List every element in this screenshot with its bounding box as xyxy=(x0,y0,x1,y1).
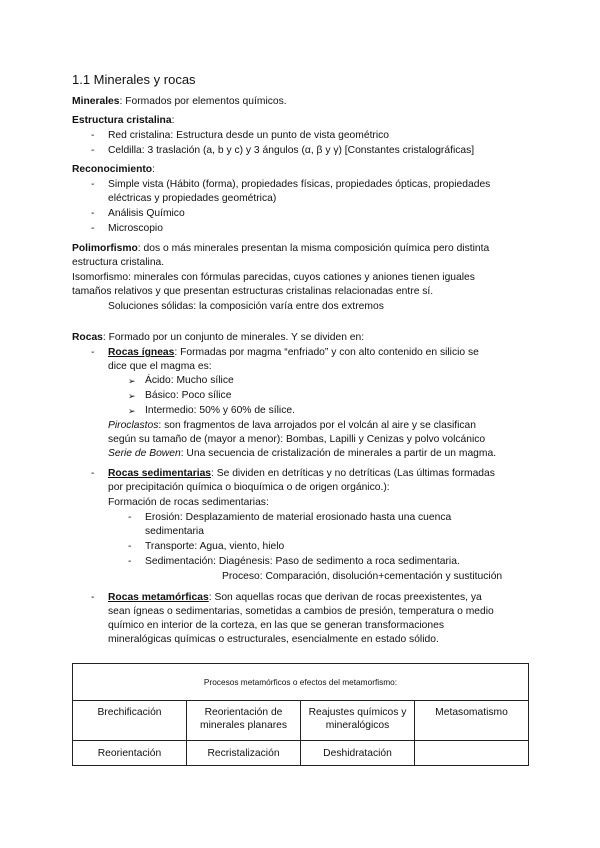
soluciones-line: Soluciones sólidas: la composición varía entre dos extremos xyxy=(108,301,384,312)
proceso-line: Proceso: Comparación, disolución+cementación y sustitución xyxy=(222,571,503,582)
magma-type: Básico: Poco sílice xyxy=(145,390,232,401)
minerales-line xyxy=(72,95,287,109)
bullet-dash: - xyxy=(128,541,132,552)
section-heading: 1.1 Minerales y rocas xyxy=(72,72,196,87)
piroclastos-line: Piroclastos: son fragmentos de lava arrojados por el volcán al aire y se clasifican xyxy=(108,420,477,431)
table-cell: Recristalización xyxy=(187,741,301,766)
rocas-term: Rocas xyxy=(72,332,103,343)
rocas-line: Rocas: Formado por un conjunto de minerales. Y se dividen en: xyxy=(72,332,365,343)
estructura-term: Estructura cristalina xyxy=(72,115,172,126)
piroclastos-term: Piroclastos xyxy=(108,420,159,431)
metamorficas-line: Rocas metamórficas: Son aquellas rocas que derivan de rocas preexistentes, ya xyxy=(108,592,482,603)
bullet-dash: - xyxy=(91,468,95,479)
sedimentarias-line: Rocas sedimentarias: Se dividen en detríticas y no detríticas (Las últimas formadas xyxy=(108,468,495,479)
erosion-line-cont: sedimentaria xyxy=(145,526,204,537)
table-cell: Reorientación de minerales planares xyxy=(187,701,301,741)
formacion-line: Formación de rocas sedimentarias: xyxy=(108,497,269,508)
igneas-line: Rocas ígneas: Formadas por magma “enfriado” y con alto contenido en silicio se xyxy=(108,347,479,358)
bullet-dash: - xyxy=(91,223,95,234)
estructura-item: Celdilla: 3 traslación (a, b y c) y 3 ángulos (α, β y γ) [Constantes cristalográficas] xyxy=(108,145,475,156)
igneas-term: Rocas ígneas xyxy=(108,347,175,358)
bullet-dash: - xyxy=(91,592,95,603)
table-row xyxy=(73,701,529,741)
sedimentarias-term: Rocas sedimentarias xyxy=(108,468,212,479)
bullet-dash: - xyxy=(91,208,95,219)
metamorphism-table xyxy=(72,663,529,766)
polimorfismo-term: Polimorfismo xyxy=(72,243,138,254)
metamorficas-line-cont: mineralógicas químicas o estructurales, esencialmente en estado sólido. xyxy=(108,634,439,645)
bullet-dash: - xyxy=(128,556,132,567)
magma-type: Ácido: Mucho sílice xyxy=(145,375,234,386)
reconocimiento-item-cont: eléctricas y propiedades geométrica) xyxy=(108,193,277,204)
minerales-text: : Formados por elementos químicos. xyxy=(119,96,287,107)
piroclastos-line-cont: según su tamaño de (mayor a menor): Bombas, Lapilli y Cenizas y polvo volcánico xyxy=(108,434,486,445)
table-cell: Brechificación xyxy=(73,701,187,741)
metamorficas-term: Rocas metamórficas xyxy=(108,592,209,603)
bullet-dash: - xyxy=(128,512,132,523)
metamorficas-line-cont: químico en interior de la corteza, en las que se generan transformaciones xyxy=(108,620,444,631)
polimorfismo-line-cont: estructura cristalina. xyxy=(72,257,165,268)
bowen-term: Serie de Bowen xyxy=(108,448,181,459)
sedimentacion-line: Sedimentación: Diagénesis: Paso de sedimento a roca sedimentaria. xyxy=(145,556,460,567)
arrow-bullet: ➢ xyxy=(128,391,136,401)
bowen-line: Serie de Bowen: Una secuencia de cristalización de minerales a partir de un magma. xyxy=(108,448,497,459)
table-row xyxy=(73,741,529,766)
reconocimiento-item: Microscopio xyxy=(108,223,163,234)
metamorficas-line-cont: sean ígneas o sedimentarias, sometidas a cambios de presión, temperatura o medio xyxy=(108,606,494,617)
table-cell: Reajustes químicos y mineralógicos xyxy=(301,701,415,741)
sedimentarias-line-cont: por precipitación química o bioquímica o de origen orgánico.): xyxy=(108,482,390,493)
table-cell: Deshidratación xyxy=(301,741,415,766)
bullet-dash: - xyxy=(91,347,95,358)
table-cell: Reorientación xyxy=(73,741,187,766)
bullet-dash: - xyxy=(91,179,95,190)
arrow-bullet: ➢ xyxy=(128,406,136,416)
table-title: Procesos metamórficos o efectos del metamorfismo: xyxy=(73,664,529,701)
bullet-dash: - xyxy=(91,145,95,156)
reconocimiento-item: Simple vista (Hábito (forma), propiedades físicas, propiedades ópticas, propiedades xyxy=(108,179,491,190)
erosion-line: Erosión: Desplazamiento de material erosionado hasta una cuenca xyxy=(145,512,452,523)
isomorfismo-line: Isomorfismo: minerales con fórmulas parecidas, cuyos cationes y aniones tienen iguales xyxy=(72,272,475,283)
reconocimiento-item: Análisis Químico xyxy=(108,208,185,219)
arrow-bullet: ➢ xyxy=(128,376,136,386)
polimorfismo-line: Polimorfismo: dos o más minerales presentan la misma composición química pero distinta xyxy=(72,243,490,254)
estructura-item: Red cristalina: Estructura desde un punto de vista geométrico xyxy=(108,130,390,141)
magma-type: Intermedio: 50% y 60% de sílice. xyxy=(145,405,295,416)
table-cell xyxy=(415,741,529,766)
igneas-line-cont: dice que el magma es: xyxy=(108,361,212,372)
bullet-dash: - xyxy=(91,130,95,141)
minerales-term: Minerales xyxy=(72,96,120,107)
table-cell: Metasomatismo xyxy=(415,701,529,741)
estructura-heading: Estructura cristalina: xyxy=(72,115,175,126)
isomorfismo-line-cont: tamaños relativos y que presentan estructuras cristalinas relacionadas entre sí. xyxy=(72,286,434,297)
reconocimiento-term: Reconocimiento xyxy=(72,164,153,175)
transporte-line: Transporte: Agua, viento, hielo xyxy=(145,541,285,552)
reconocimiento-heading: Reconocimiento: xyxy=(72,164,155,175)
